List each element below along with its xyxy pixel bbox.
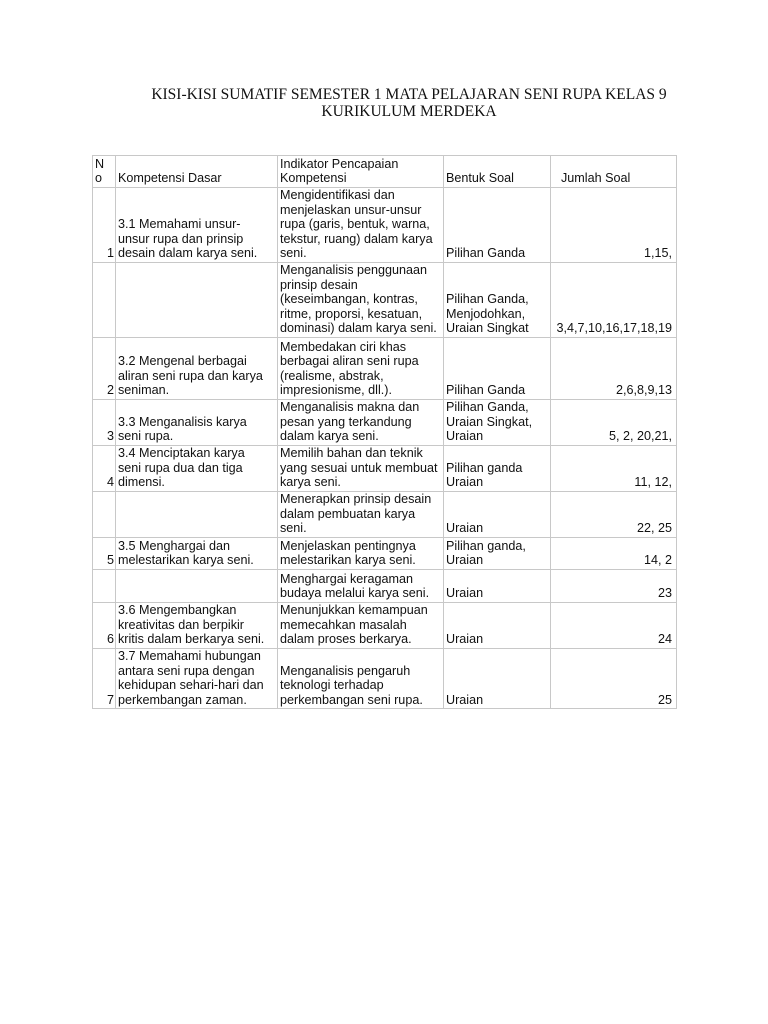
header-indikator: Indikator Pencapaian Kompetensi <box>278 156 444 188</box>
cell-bentuk-soal: Uraian <box>444 648 551 708</box>
cell-kompetensi-dasar <box>116 569 278 602</box>
cell-no <box>93 262 116 337</box>
cell-indikator: Menjelaskan pentingnya melestarikan karya seni. <box>278 537 444 569</box>
table-row <box>93 569 677 602</box>
table-row <box>93 602 677 648</box>
cell-jumlah-soal: 14, 2 <box>551 537 677 569</box>
cell-bentuk-soal: Pilihan ganda, Uraian <box>444 537 551 569</box>
table-row <box>93 262 677 337</box>
cell-jumlah-soal: 22, 25 <box>551 491 677 537</box>
cell-no: 7 <box>93 648 116 708</box>
cell-bentuk-soal: Uraian <box>444 602 551 648</box>
cell-indikator: Menganalisis penggunaan prinsip desain (keseimbangan, kontras, ritme, proporsi, kesatuan, dominasi) dalam karya seni. <box>278 262 444 337</box>
header-bentuk-soal: Bentuk Soal <box>444 156 551 188</box>
cell-no: 1 <box>93 188 116 263</box>
table-row <box>93 537 677 569</box>
cell-indikator: Membedakan ciri khas berbagai aliran seni rupa (realisme, abstrak, impresionisme, dll.). <box>278 337 444 399</box>
table-row <box>93 491 677 537</box>
cell-bentuk-soal: Pilihan Ganda <box>444 188 551 263</box>
header-jumlah-soal: Jumlah Soal <box>551 156 677 188</box>
cell-indikator: Menganalisis makna dan pesan yang terkandung dalam karya seni. <box>278 399 444 445</box>
cell-no <box>93 569 116 602</box>
cell-jumlah-soal: 24 <box>551 602 677 648</box>
title-line-2: KURIKULUM MERDEKA <box>321 103 497 120</box>
cell-indikator: Memilih bahan dan teknik yang sesuai untuk membuat karya seni. <box>278 445 444 491</box>
cell-bentuk-soal: Uraian <box>444 569 551 602</box>
cell-no: 5 <box>93 537 116 569</box>
header-kompetensi-dasar: Kompetensi Dasar <box>116 156 278 188</box>
cell-jumlah-soal: 5, 2, 20,21, <box>551 399 677 445</box>
title-line-1: KISI-KISI SUMATIF SEMESTER 1 MATA PELAJARAN SENI RUPA KELAS 9 <box>151 86 667 103</box>
cell-jumlah-soal: 23 <box>551 569 677 602</box>
kisi-kisi-table <box>92 155 677 709</box>
cell-jumlah-soal: 1,15, <box>551 188 677 263</box>
table-row <box>93 188 677 263</box>
table-row <box>93 399 677 445</box>
cell-kompetensi-dasar <box>116 491 278 537</box>
cell-indikator: Menerapkan prinsip desain dalam pembuatan karya seni. <box>278 491 444 537</box>
cell-jumlah-soal: 3,4,7,10,16,17,18,19 <box>551 262 677 337</box>
cell-bentuk-soal: Pilihan Ganda, Menjodohkan, Uraian Singkat <box>444 262 551 337</box>
cell-bentuk-soal: Pilihan Ganda <box>444 337 551 399</box>
cell-kompetensi-dasar: 3.6 Mengembangkan kreativitas dan berpikir kritis dalam berkarya seni. <box>116 602 278 648</box>
cell-bentuk-soal: Pilihan Ganda, Uraian Singkat, Uraian <box>444 399 551 445</box>
cell-kompetensi-dasar: 3.4 Menciptakan karya seni rupa dua dan tiga dimensi. <box>116 445 278 491</box>
table-row <box>93 445 677 491</box>
document-title <box>0 86 768 120</box>
cell-bentuk-soal: Pilihan ganda Uraian <box>444 445 551 491</box>
cell-jumlah-soal: 2,6,8,9,13 <box>551 337 677 399</box>
cell-bentuk-soal: Uraian <box>444 491 551 537</box>
cell-jumlah-soal: 11, 12, <box>551 445 677 491</box>
cell-no: 6 <box>93 602 116 648</box>
table-row <box>93 648 677 708</box>
cell-indikator: Menunjukkan kemampuan memecahkan masalah dalam proses berkarya. <box>278 602 444 648</box>
cell-no: 4 <box>93 445 116 491</box>
cell-no: 2 <box>93 337 116 399</box>
cell-jumlah-soal: 25 <box>551 648 677 708</box>
cell-kompetensi-dasar <box>116 262 278 337</box>
table-row <box>93 337 677 399</box>
cell-indikator: Menganalisis pengaruh teknologi terhadap perkembangan seni rupa. <box>278 648 444 708</box>
cell-kompetensi-dasar: 3.5 Menghargai dan melestarikan karya seni. <box>116 537 278 569</box>
table-header-row <box>93 156 677 188</box>
cell-no: 3 <box>93 399 116 445</box>
cell-kompetensi-dasar: 3.7 Memahami hubungan antara seni rupa dengan kehidupan sehari-hari dan perkembangan zaman. <box>116 648 278 708</box>
cell-kompetensi-dasar: 3.3 Menganalisis karya seni rupa. <box>116 399 278 445</box>
cell-kompetensi-dasar: 3.1 Memahami unsur- unsur rupa dan prinsip desain dalam karya seni. <box>116 188 278 263</box>
cell-indikator: Menghargai keragaman budaya melalui karya seni. <box>278 569 444 602</box>
cell-indikator: Mengidentifikasi dan menjelaskan unsur-unsur rupa (garis, bentuk, warna, tekstur, ruang) dalam karya seni. <box>278 188 444 263</box>
cell-no <box>93 491 116 537</box>
cell-kompetensi-dasar: 3.2 Mengenal berbagai aliran seni rupa dan karya seniman. <box>116 337 278 399</box>
header-no: N o <box>93 156 116 188</box>
